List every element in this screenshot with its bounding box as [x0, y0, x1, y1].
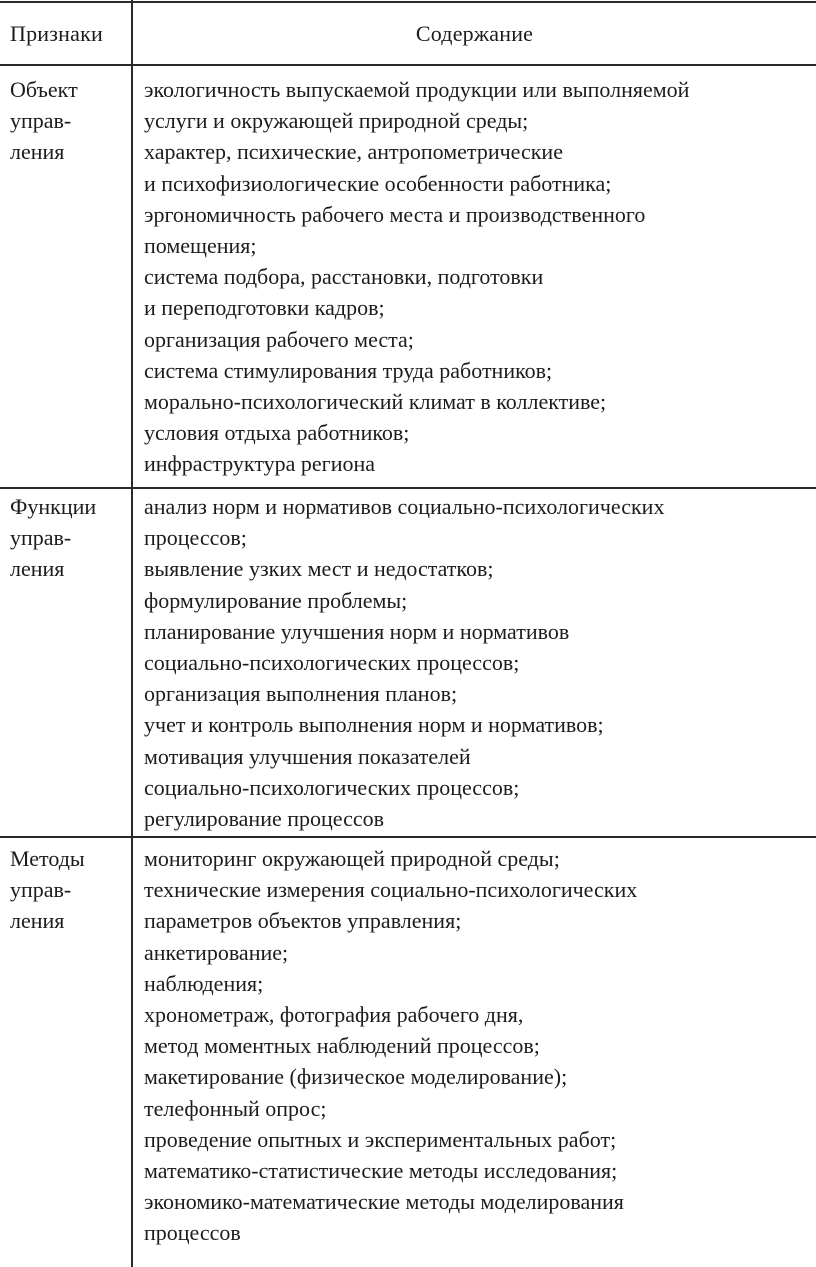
row-content [144, 491, 812, 834]
content-line: система стимулирования труда работников; [144, 357, 553, 383]
row-label [10, 491, 128, 585]
content-line: услуги и окружающей природной среды; [144, 108, 529, 134]
content-line: мотивация улучшения показателей [144, 743, 471, 769]
row-label [10, 843, 128, 937]
content-line: экономико-математические методы моделирования [144, 1189, 624, 1215]
content-line: инфраструктура региона [144, 451, 376, 477]
content-line: организация рабочего места; [144, 326, 414, 352]
row-label-line: Методы [10, 846, 85, 871]
column-header-features: Признаки [10, 20, 103, 46]
content-line: выявление узких мест и недостатков; [144, 556, 494, 582]
content-line: наблюдения; [144, 970, 264, 996]
content-line: социально-психологических процессов; [144, 650, 520, 676]
content-line: условия отдыха работников; [144, 420, 410, 446]
row-label-line: управ- [10, 877, 72, 903]
content-line: макетирование (физическое моделирование); [144, 1064, 568, 1090]
content-line: система подбора, расстановки, подготовки [144, 264, 544, 290]
content-line: организация выполнения планов; [144, 681, 458, 707]
content-line: процессов [144, 1220, 241, 1246]
row-content [144, 843, 812, 1249]
content-line: процессов; [144, 525, 247, 551]
row-content [144, 74, 812, 480]
row-label-line: управ- [10, 525, 72, 551]
content-line: и переподготовки кадров; [144, 295, 385, 321]
row-label-line: управ- [10, 108, 72, 134]
content-line: социально-психологических процессов; [144, 774, 520, 800]
content-line: метод моментных наблюдений процессов; [144, 1033, 540, 1059]
content-line: формулирование проблемы; [144, 587, 408, 613]
column-divider [131, 0, 133, 1267]
content-line: морально-психологический климат в коллективе; [144, 389, 607, 415]
row-divider [0, 487, 816, 489]
content-line: и психофизиологические особенности работника; [144, 170, 612, 196]
content-line: помещения; [144, 233, 257, 259]
row-label-line: Функции [10, 494, 97, 519]
content-line: анализ норм и нормативов социально-психологических [144, 494, 665, 519]
content-line: хронометраж, фотография рабочего дня, [144, 1002, 524, 1028]
header-divider [0, 64, 816, 66]
content-line: технические измерения социально-психологических [144, 877, 638, 903]
row-label-line: Объект [10, 77, 78, 102]
row-label-line: ления [10, 908, 65, 934]
content-line: параметров объектов управления; [144, 908, 462, 934]
column-header-content: Содержание [415, 20, 534, 46]
content-line: учет и контроль выполнения норм и нормативов; [144, 712, 604, 738]
row-label [10, 74, 128, 168]
content-line: проведение опытных и экспериментальных работ; [144, 1126, 617, 1152]
row-divider [0, 836, 816, 838]
content-line: телефонный опрос; [144, 1095, 327, 1121]
content-line: анкетирование; [144, 939, 289, 965]
content-line: экологичность выпускаемой продукции или выполняемой [144, 77, 690, 102]
content-line: мониторинг окружающей природной среды; [144, 846, 560, 871]
content-line: характер, психические, антропометрические [144, 139, 563, 165]
row-label-line: ления [10, 139, 65, 165]
row-label-line: ления [10, 556, 65, 582]
content-line: планирование улучшения норм и нормативов [144, 618, 570, 644]
content-line: регулирование процессов [144, 806, 385, 832]
content-line: математико-статистические методы исследования; [144, 1158, 618, 1184]
content-line: эргономичность рабочего места и производственного [144, 201, 646, 227]
